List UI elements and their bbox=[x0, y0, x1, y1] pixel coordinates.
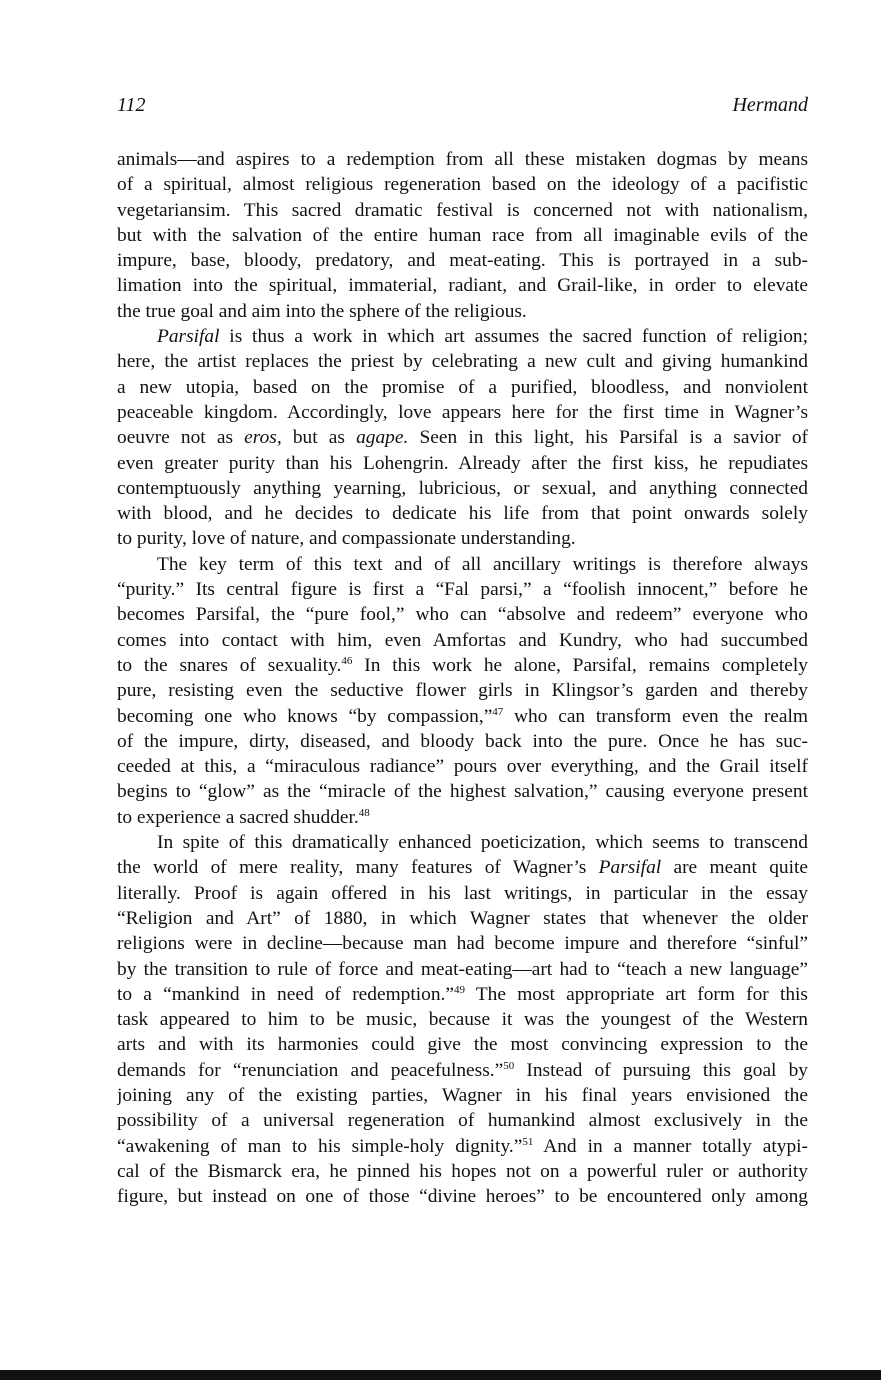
text-line bbox=[117, 1007, 808, 1032]
text-run: animals—and aspires to a redemption from all these mistaken dogmas by means bbox=[117, 149, 808, 170]
text-run: the world of mere reality, many features of Wagner’s bbox=[117, 857, 599, 879]
text-line bbox=[117, 248, 808, 273]
text-line bbox=[117, 273, 808, 298]
text-run: but as bbox=[281, 427, 357, 449]
text-run: figure, but instead on one of those “divine heroes” to be encountered only among bbox=[117, 1186, 808, 1208]
text-run: task appeared to him to be music, because it was the youngest of the Western bbox=[117, 1009, 808, 1031]
text-line bbox=[117, 223, 808, 248]
text-line bbox=[117, 754, 808, 779]
text-line bbox=[117, 1159, 808, 1184]
text-run: to a “mankind in need of redemption.” bbox=[117, 983, 454, 1005]
text-run: And in a manner totally atypi- bbox=[533, 1135, 808, 1157]
text-line bbox=[117, 678, 808, 703]
text-line bbox=[117, 830, 808, 855]
text-line bbox=[117, 982, 808, 1007]
text-run: vegetariansim. This sacred dramatic festival is concerned not with nationalism, bbox=[117, 199, 808, 221]
text-line bbox=[117, 451, 808, 476]
text-run: limation into the spiritual, immaterial, radiant, and Grail-like, in order to elevate bbox=[117, 275, 808, 297]
running-head: Hermand bbox=[732, 94, 808, 116]
text-line bbox=[117, 526, 808, 551]
text-run: “Religion and Art” of 1880, in which Wagner states that whenever the older bbox=[117, 907, 808, 929]
italic-text: Parsifal bbox=[598, 857, 662, 879]
text-run: The key term of this text and of all ancillary writings is therefore always bbox=[157, 553, 808, 575]
text-run: arts and with its harmonies could give the most convincing expression to the bbox=[117, 1034, 808, 1056]
text-line bbox=[117, 602, 808, 627]
text-run: religions were in decline—because man had become impure and therefore “sinful” bbox=[117, 933, 808, 955]
text-line bbox=[117, 1134, 808, 1159]
text-run: possibility of a universal regeneration of humankind almost exclusively in the bbox=[117, 1110, 808, 1132]
text-run: Instead of pursuing this goal by bbox=[514, 1059, 808, 1081]
text-line bbox=[117, 1184, 808, 1209]
text-line bbox=[117, 198, 808, 223]
footnote-marker: 50 bbox=[503, 1059, 515, 1072]
text-run: The most appropriate art form for this bbox=[464, 983, 808, 1005]
footnote-marker: 51 bbox=[522, 1135, 534, 1148]
text-run: of the impure, dirty, diseased, and bloody back into the pure. Once he has suc- bbox=[117, 730, 808, 752]
text-run: are meant quite bbox=[661, 857, 808, 879]
text-run: to purity, love of nature, and compassionate understanding. bbox=[117, 528, 576, 550]
footnote-marker: 48 bbox=[358, 806, 370, 819]
text-run: of a spiritual, almost religious regeneration based on the ideology of a pacifistic bbox=[117, 174, 808, 196]
text-run: the true goal and aim into the sphere of the religious. bbox=[117, 300, 527, 322]
italic-text: Parsifal bbox=[157, 326, 220, 348]
text-run: oeuvre not as bbox=[117, 427, 245, 449]
text-run: becomes Parsifal, the “pure fool,” who can “absolve and redeem” everyone who bbox=[117, 604, 808, 626]
text-line bbox=[117, 628, 808, 653]
text-line bbox=[117, 577, 808, 602]
italic-text: agape. bbox=[356, 427, 409, 449]
text-line bbox=[117, 931, 808, 956]
text-run: a new utopia, based on the promise of a purified, bloodless, and nonviolent bbox=[117, 376, 808, 398]
text-run: literally. Proof is again offered in his last writings, in particular in the essay bbox=[117, 882, 808, 904]
text-line bbox=[117, 349, 808, 374]
text-run: but with the salvation of the entire human race from all imaginable evils of the bbox=[117, 224, 808, 246]
text-run: to experience a sacred shudder. bbox=[117, 806, 359, 828]
page-number: 112 bbox=[117, 94, 146, 116]
text-line bbox=[117, 400, 808, 425]
text-run: demands for “renunciation and peacefulness.” bbox=[117, 1059, 504, 1081]
text-run: here, the artist replaces the priest by celebrating a new cult and giving humankind bbox=[117, 351, 808, 373]
scan-edge-bar bbox=[0, 1370, 881, 1380]
text-run: who can transform even the realm bbox=[503, 705, 808, 727]
text-run: In spite of this dramatically enhanced poeticization, which seems to transcend bbox=[157, 832, 808, 854]
text-line bbox=[117, 172, 808, 197]
body-text bbox=[117, 147, 808, 1209]
text-run: ceeded at this, a “miraculous radiance” pours over everything, and the Grail itself bbox=[117, 756, 808, 778]
text-line bbox=[117, 855, 808, 880]
text-run: with blood, and he decides to dedicate his life from that point onwards solely bbox=[117, 503, 808, 525]
text-run: Seen in this light, his Parsifal is a savior of bbox=[408, 427, 808, 449]
text-run: comes into contact with him, even Amfortas and Kundry, who had succumbed bbox=[117, 629, 808, 651]
footnote-marker: 47 bbox=[492, 705, 504, 718]
text-line bbox=[117, 1058, 808, 1083]
text-run: to the snares of sexuality. bbox=[117, 654, 342, 676]
text-run: impure, base, bloody, predatory, and meat-eating. This is portrayed in a sub- bbox=[117, 250, 808, 272]
text-run: begins to “glow” as the “miracle of the highest salvation,” causing everyone present bbox=[117, 781, 808, 803]
text-run: contemptuously anything yearning, lubricious, or sexual, and anything connected bbox=[117, 477, 808, 499]
text-run: becoming one who knows “by compassion,” bbox=[117, 705, 493, 727]
text-line bbox=[117, 704, 808, 729]
footnote-marker: 49 bbox=[453, 983, 465, 996]
text-line bbox=[117, 957, 808, 982]
text-line bbox=[117, 1108, 808, 1133]
text-line bbox=[117, 1032, 808, 1057]
text-run: peaceable kingdom. Accordingly, love appears here for the first time in Wagner’s bbox=[117, 401, 808, 423]
text-run: is thus a work in which art assumes the sacred function of religion; bbox=[219, 326, 808, 348]
text-line bbox=[117, 906, 808, 931]
text-run: “purity.” Its central figure is first a “Fal parsi,” a “foolish innocent,” before he bbox=[117, 579, 808, 601]
text-line bbox=[117, 147, 808, 172]
text-run: by the transition to rule of force and meat-eating—art had to “teach a new language” bbox=[117, 958, 808, 980]
text-run: pure, resisting even the seductive flower girls in Klingsor’s garden and thereby bbox=[117, 680, 808, 702]
text-run: joining any of the existing parties, Wagner in his final years envisioned the bbox=[117, 1084, 808, 1106]
text-line bbox=[117, 375, 808, 400]
text-line bbox=[117, 805, 808, 830]
text-line bbox=[117, 425, 808, 450]
text-run: “awakening of man to his simple-holy dignity.” bbox=[117, 1135, 523, 1157]
italic-text: eros, bbox=[244, 427, 282, 449]
text-line bbox=[117, 299, 808, 324]
text-run: cal of the Bismarck era, he pinned his hopes not on a powerful ruler or authority bbox=[117, 1160, 808, 1182]
text-run: even greater purity than his Lohengrin. Already after the first kiss, he repudiates bbox=[117, 452, 808, 474]
text-line bbox=[117, 653, 808, 678]
page-header bbox=[117, 94, 808, 122]
footnote-marker: 46 bbox=[341, 654, 353, 667]
text-line bbox=[117, 1083, 808, 1108]
text-line bbox=[117, 324, 808, 349]
text-run: In this work he alone, Parsifal, remains completely bbox=[352, 654, 808, 676]
text-line bbox=[117, 501, 808, 526]
text-line bbox=[117, 729, 808, 754]
text-line bbox=[117, 881, 808, 906]
text-line bbox=[117, 552, 808, 577]
text-line bbox=[117, 476, 808, 501]
text-line bbox=[117, 779, 808, 804]
